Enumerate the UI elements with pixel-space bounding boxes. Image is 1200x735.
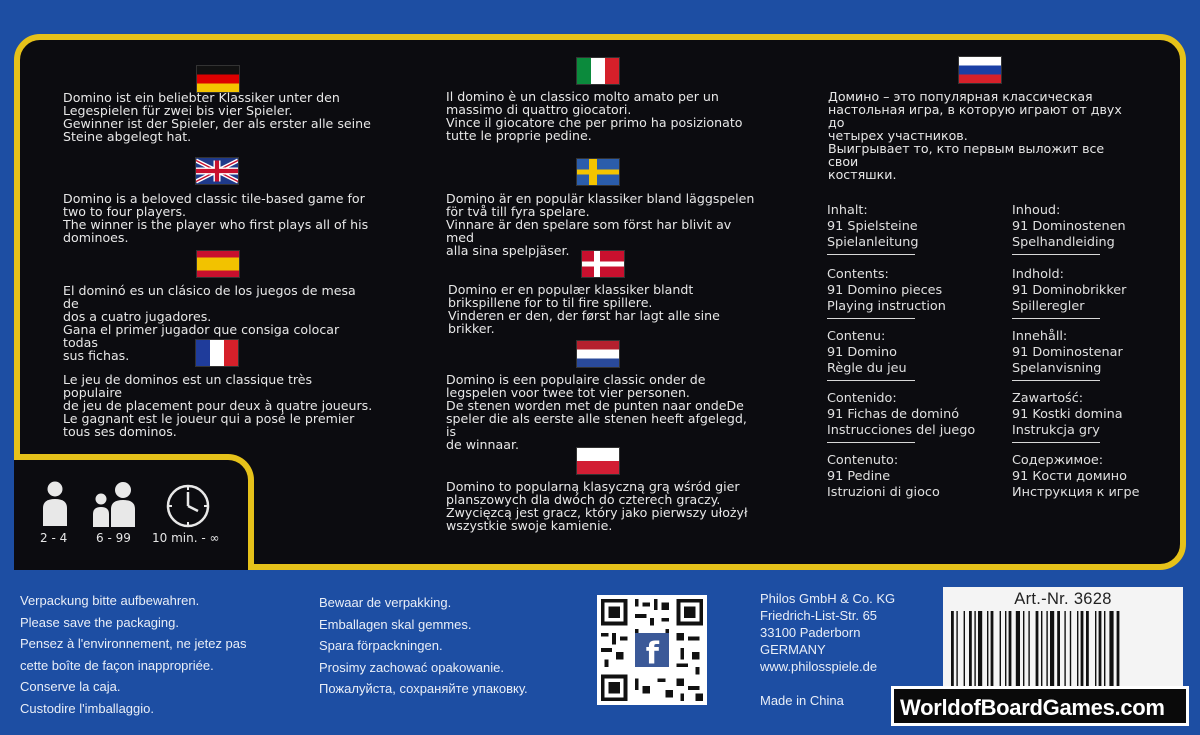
spanish-flag-icon xyxy=(197,251,239,277)
contents-pl: Zawartość: 91 Kostki domina Instrukcja gry xyxy=(1012,391,1123,443)
text-en: Domino is a beloved classic tile-based game for two to four players. The winner is the player who first plays all of his dominoes. xyxy=(63,191,369,245)
text-es: El dominó es un clásico de los juegos de mesa de dos a cuatro jugadores. Gana el primer jugador que consiga colocar todas sus fichas. xyxy=(63,283,356,363)
age-label: 6 - 99 xyxy=(96,531,131,545)
text-nl: Domino is een populaire classic onder de legspelen voor twee tot vier personen. De stenen worden met de punten naar ondeDe speler die als eerste alle stenen heeft afgelegd, is de winnaar. xyxy=(446,372,747,452)
contents-nl: Inhoud: 91 Dominostenen Spelhandleiding xyxy=(1012,203,1126,255)
watermark-text: WorldofBoardGames.com xyxy=(900,695,1165,720)
text-ru: Домино – это популярная классическая настольная игра, в которую играют от двух до четырех участников. Выигрывает то, кто первым выложит все свои костяшки. xyxy=(828,89,1122,182)
footer-middle-text: Bewaar de verpakking. Emballagen skal gemmes. Spara förpackningen. Prosimy zachować opakowanie. Пожалуйста, сохраняйте упаковку. xyxy=(319,595,528,696)
footer-left-text: Verpackung bitte aufbewahren. Please save the packaging. Pensez à l'environnement, ne jetez pas cette boîte de façon inappropriée. Conserve la caja. Custodire l'imballaggio. xyxy=(20,593,247,716)
contents-de: Inhalt: 91 Spielsteine Spielanleitung xyxy=(827,203,919,255)
text-pl: Domino to popularną klasyczną grą wśród gier planszowych dla dwóch do czterech graczy. Zwycięzcą jest gracz, który jako pierwszy ułożył wszystkie swoje kamienie. xyxy=(446,479,748,533)
qr-code xyxy=(597,595,707,705)
contents-it: Contenuto: 91 Pedine Istruzioni di gioco xyxy=(827,453,940,500)
polish-flag-icon xyxy=(577,448,619,474)
swedish-flag-icon xyxy=(577,159,619,185)
text-de: Domino ist ein beliebter Klassiker unter den Legespielen für zwei bis vier Spieler. Gewinner ist der Spieler, der als erster alle seine Steine abgelegt hat. xyxy=(63,90,371,144)
players-label: 2 - 4 xyxy=(40,531,68,545)
contents-ru: Содержимое: 91 Кости домино Инструкция к игре xyxy=(1012,453,1140,500)
dutch-flag-icon xyxy=(577,341,619,367)
person-icon xyxy=(40,480,70,528)
contents-sv: Innehåll: 91 Dominostenar Spelanvisning xyxy=(1012,329,1123,381)
family-icon xyxy=(92,481,138,528)
contents-en: Contents: 91 Domino pieces Playing instruction xyxy=(827,267,946,319)
clock-icon xyxy=(165,483,211,529)
russian-flag-icon xyxy=(959,57,1001,83)
article-number: Art.-Nr. 3628 xyxy=(1014,590,1112,608)
contents-fr: Contenu: 91 Domino Règle du jeu xyxy=(827,329,915,381)
watermark-badge xyxy=(891,686,1189,726)
german-flag-icon xyxy=(197,66,239,92)
uk-flag-icon xyxy=(196,158,238,184)
contents-da: Indhold: 91 Dominobrikker Spilleregler xyxy=(1012,267,1126,319)
text-da: Domino er en populær klassiker blandt brikspillene for to til fire spillere. Vinderen er den, der først har lagt alle sine brikker. xyxy=(448,282,720,336)
time-label: 10 min. - ∞ xyxy=(152,531,220,545)
company-address: Philos GmbH & Co. KG Friedrich-List-Str. 65 33100 Paderborn GERMANY www.philosspiele.de xyxy=(760,591,896,674)
text-sv: Domino är en populär klassiker bland läggspelen för två till fyra spelare. Vinnare är den spelare som först har blivit av med alla sina spelpjäser. xyxy=(446,191,755,258)
contents-es: Contenido: 91 Fichas de dominó Instrucciones del juego xyxy=(827,391,975,443)
italian-flag-icon xyxy=(577,58,619,84)
text-fr: Le jeu de dominos est un classique très populaire de jeu de placement pour deux à quatre joueurs. Le gagnant est le joueur qui a posé le premier tous ses dominos. xyxy=(63,372,373,439)
svg-text:f: f xyxy=(645,636,659,672)
text-it: Il domino è un classico molto amato per un massimo di quattro giocatori. Vince il giocatore che per primo ha posizionato tutte le proprie pedine. xyxy=(446,89,743,143)
made-in-label: Made in China xyxy=(760,693,844,708)
